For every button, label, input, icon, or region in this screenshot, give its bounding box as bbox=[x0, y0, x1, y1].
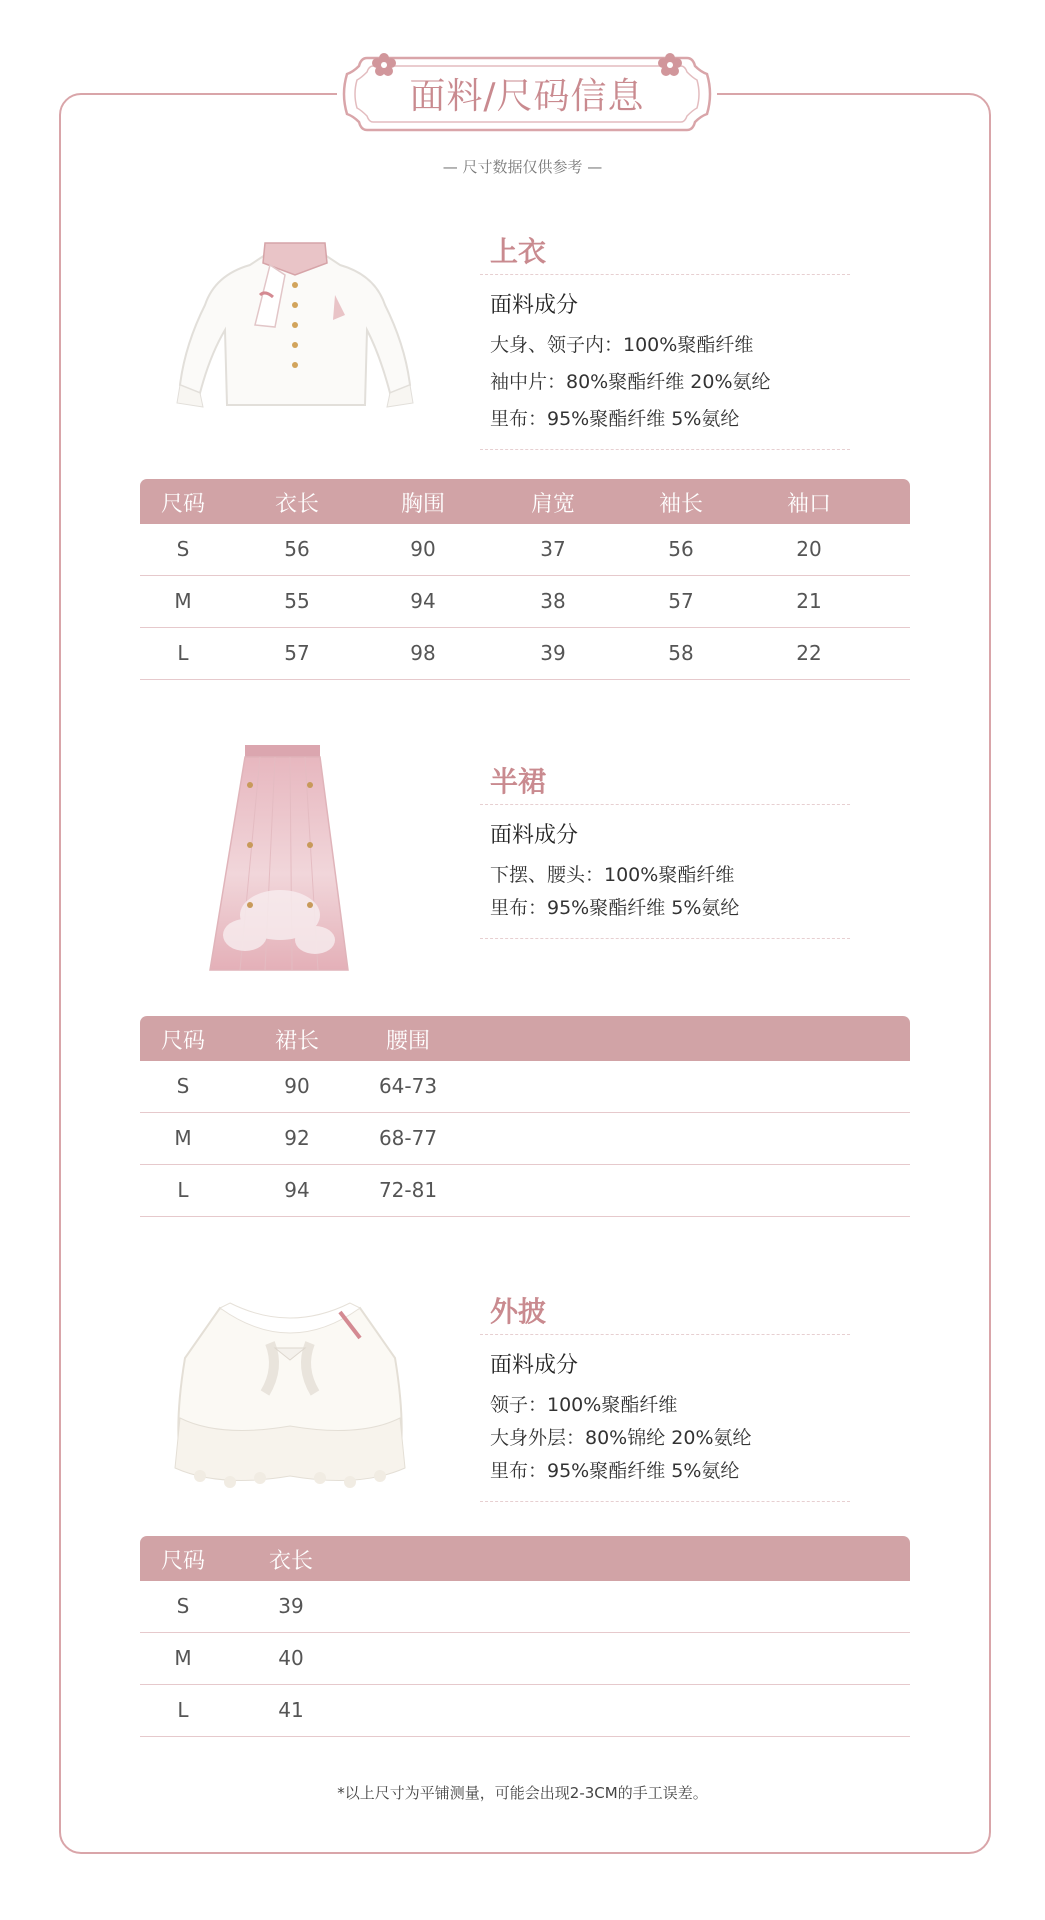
product-info bbox=[480, 760, 850, 960]
fabric-title: 面料成分 bbox=[490, 823, 579, 848]
table-cell: 55 bbox=[284, 589, 310, 613]
size-table-skirt bbox=[140, 1016, 910, 1224]
fabric-title: 面料成分 bbox=[490, 1353, 579, 1378]
table-cell: S bbox=[176, 1074, 190, 1098]
table-row bbox=[140, 1113, 910, 1165]
table-cell: 94 bbox=[410, 589, 436, 613]
column-header: 衣长 bbox=[268, 1549, 313, 1574]
table-row bbox=[140, 1165, 910, 1217]
fabric-line: 大身外层：80%锦纶 20%氨纶 bbox=[490, 1427, 752, 1449]
table-cell: 56 bbox=[668, 537, 694, 561]
table-cell: 68-77 bbox=[378, 1126, 438, 1150]
fabric-line: 里布：95%聚酯纤维 5%氨纶 bbox=[490, 1460, 740, 1482]
column-header: 裙长 bbox=[274, 1029, 319, 1054]
fabric-line: 里布：95%聚酯纤维 5%氨纶 bbox=[490, 897, 740, 919]
table-cell: 38 bbox=[540, 589, 566, 613]
table-cell: 98 bbox=[410, 641, 436, 665]
fabric-line: 领子：100%聚酯纤维 bbox=[490, 1394, 678, 1416]
table-cell: L bbox=[177, 1698, 189, 1722]
table-cell: 39 bbox=[278, 1594, 304, 1618]
fabric-line: 袖中片：80%聚酯纤维 20%氨纶 bbox=[490, 371, 771, 393]
table-cell: L bbox=[177, 641, 189, 665]
table-row bbox=[140, 1061, 910, 1113]
table-cell: 40 bbox=[278, 1646, 304, 1670]
product-info bbox=[480, 1290, 850, 1520]
table-cell: 21 bbox=[796, 589, 822, 613]
table-row bbox=[140, 1581, 910, 1633]
table-cell: 90 bbox=[410, 537, 436, 561]
table-cell: 20 bbox=[796, 537, 822, 561]
table-header bbox=[140, 479, 910, 524]
subtitle: — 尺寸数据仅供参考 — bbox=[442, 158, 603, 176]
fabric-line: 大身、领子内：100%聚酯纤维 bbox=[490, 334, 754, 356]
table-cell: S bbox=[176, 537, 190, 561]
product-name: 外披 bbox=[490, 1295, 547, 1328]
table-cell: 41 bbox=[278, 1698, 304, 1722]
product-cape bbox=[140, 1290, 930, 1520]
fabric-title: 面料成分 bbox=[490, 293, 579, 318]
table-cell: M bbox=[174, 1126, 192, 1150]
column-header: 尺码 bbox=[160, 492, 205, 517]
divider bbox=[480, 274, 850, 275]
table-row bbox=[140, 628, 910, 680]
blouse-image bbox=[165, 235, 425, 435]
column-header: 袖长 bbox=[658, 492, 703, 517]
table-cell: L bbox=[177, 1178, 189, 1202]
column-header: 腰围 bbox=[385, 1029, 430, 1054]
table-cell: 90 bbox=[284, 1074, 310, 1098]
page-title: 面料/尺码信息 bbox=[409, 76, 645, 117]
column-header: 肩宽 bbox=[530, 492, 575, 517]
section-header bbox=[337, 52, 717, 136]
table-cell: M bbox=[174, 589, 192, 613]
fabric-line: 里布：95%聚酯纤维 5%氨纶 bbox=[490, 408, 740, 430]
column-header: 尺码 bbox=[160, 1029, 205, 1054]
product-top bbox=[140, 230, 930, 460]
table-cell: 57 bbox=[284, 641, 310, 665]
product-name: 半裙 bbox=[490, 765, 547, 798]
product-info bbox=[480, 230, 850, 460]
table-row bbox=[140, 1633, 910, 1685]
table-cell: 57 bbox=[668, 589, 694, 613]
fabric-line: 下摆、腰头：100%聚酯纤维 bbox=[490, 864, 735, 886]
column-header: 衣长 bbox=[274, 492, 319, 517]
table-cell: 56 bbox=[284, 537, 310, 561]
table-cell: 94 bbox=[284, 1178, 310, 1202]
table-cell: 37 bbox=[540, 537, 566, 561]
table-cell: 39 bbox=[540, 641, 566, 665]
table-cell: S bbox=[176, 1594, 190, 1618]
table-cell: 22 bbox=[796, 641, 822, 665]
cape-image bbox=[160, 1298, 420, 1508]
flower-icon bbox=[657, 52, 683, 78]
table-row bbox=[140, 524, 910, 576]
product-name: 上衣 bbox=[490, 235, 547, 268]
size-table-top bbox=[140, 479, 910, 687]
column-header: 袖口 bbox=[786, 492, 831, 517]
table-row bbox=[140, 1685, 910, 1737]
table-header bbox=[140, 1016, 910, 1061]
divider bbox=[480, 938, 850, 939]
table-cell: M bbox=[174, 1646, 192, 1670]
skirt-image bbox=[170, 745, 430, 975]
table-row bbox=[140, 576, 910, 628]
product-skirt bbox=[140, 745, 930, 975]
table-cell: 72-81 bbox=[378, 1178, 438, 1202]
divider bbox=[480, 804, 850, 805]
table-cell: 92 bbox=[284, 1126, 310, 1150]
divider bbox=[480, 1334, 850, 1335]
column-header: 尺码 bbox=[160, 1549, 205, 1574]
footnote: *以上尺寸为平铺测量，可能会出现2-3CM的手工误差。 bbox=[337, 1784, 708, 1802]
size-table-cape bbox=[140, 1536, 910, 1744]
table-cell: 64-73 bbox=[378, 1074, 438, 1098]
table-cell: 58 bbox=[668, 641, 694, 665]
table-header bbox=[140, 1536, 910, 1581]
divider bbox=[480, 449, 850, 450]
column-header: 胸围 bbox=[400, 492, 445, 517]
divider bbox=[480, 1501, 850, 1502]
